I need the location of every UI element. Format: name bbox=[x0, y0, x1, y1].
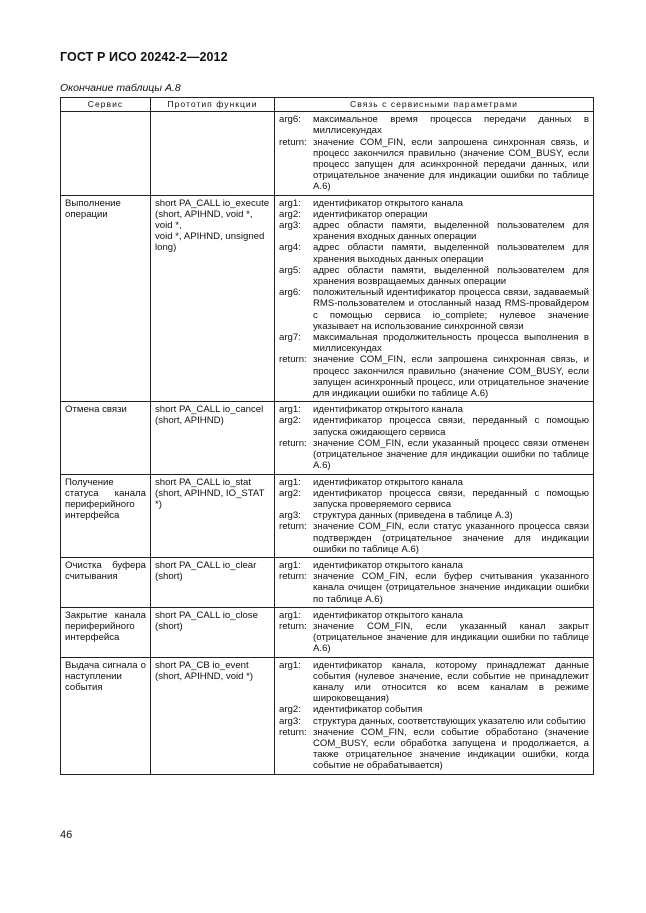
param-description: идентификатор открытого канала bbox=[313, 609, 463, 621]
param-key: arg5: bbox=[279, 264, 301, 276]
service-params-cell bbox=[275, 112, 594, 195]
prototype-line: long) bbox=[155, 242, 177, 254]
param-entry bbox=[279, 438, 589, 472]
prototype-line: short PA_CALL io_clear bbox=[155, 559, 257, 571]
param-entry bbox=[279, 477, 589, 488]
param-key: return: bbox=[279, 620, 307, 632]
param-entry bbox=[279, 610, 589, 621]
param-key: return: bbox=[279, 521, 307, 533]
prototype-line: short PA_CB io_event bbox=[155, 659, 249, 671]
param-entry bbox=[279, 209, 589, 220]
table-body bbox=[61, 112, 594, 774]
param-entry bbox=[279, 265, 589, 287]
function-prototype-cell bbox=[151, 402, 275, 474]
function-prototype-cell bbox=[151, 657, 275, 774]
service-params-cell bbox=[275, 402, 594, 474]
param-key: arg7: bbox=[279, 332, 301, 344]
function-prototype-cell bbox=[151, 557, 275, 607]
param-key: return: bbox=[279, 726, 307, 738]
param-entry bbox=[279, 521, 589, 555]
param-entry bbox=[279, 415, 589, 437]
table-row bbox=[61, 657, 594, 774]
table-row bbox=[61, 402, 594, 474]
param-entry bbox=[279, 727, 589, 772]
prototype-line: (short, APIHND, void *) bbox=[155, 670, 254, 682]
param-description: значение COM_FIN, если указанный канал закрыт (отрицательное значение для индикации ошибки по таблице А.6) bbox=[313, 620, 589, 655]
param-description: идентификатор открытого канала bbox=[313, 476, 463, 488]
param-key: arg3: bbox=[279, 220, 301, 232]
prototype-line: (short) bbox=[155, 571, 183, 583]
param-description: идентификатор события bbox=[313, 704, 423, 716]
param-description: максимальная продолжительность процесса выполнения в миллисекундах bbox=[313, 332, 589, 355]
param-entry bbox=[279, 571, 589, 605]
param-description: идентификатор канала, которому принадлежат данные события (нулевое значение, если событие не принадлежит каналу или относится ко всем каналам в режиме широковещания) bbox=[313, 659, 589, 705]
table-header-row bbox=[61, 98, 594, 112]
param-key: return: bbox=[279, 354, 307, 366]
param-description: адрес области памяти, выделенной пользователем для хранения входных данных операции bbox=[313, 220, 589, 243]
param-description: адрес области памяти, выделенной пользователем для хранения выходных данных операции bbox=[313, 242, 589, 265]
param-entry bbox=[279, 560, 589, 571]
param-key: arg3: bbox=[279, 510, 301, 522]
param-description: максимальное время процесса передачи данных в миллисекундах bbox=[313, 114, 589, 137]
param-description: положительный идентификатор процесса связи, задаваемый RMS-пользователем и отосланный назад RMS-провайдером с помощью сервиса io_complete; нулевое значение указывает на использование синхронной связи bbox=[313, 287, 589, 332]
document-header: ГОСТ Р ИСО 20242-2—2012 bbox=[60, 50, 228, 64]
param-description: идентификатор процесса связи, переданный с помощью запуска проверяемого сервиса bbox=[313, 487, 589, 510]
service-name-cell: Получение статуса канала периферийного интерфейса bbox=[61, 474, 151, 557]
param-key: arg6: bbox=[279, 114, 301, 126]
column-header-params: Связь с сервисными параметрами bbox=[275, 98, 594, 112]
function-prototype-cell bbox=[151, 195, 275, 402]
param-entry bbox=[279, 114, 589, 136]
prototype-line: (short, APIHND, void *, bbox=[155, 208, 253, 220]
param-description: идентификатор открытого канала bbox=[313, 197, 463, 209]
param-entry bbox=[279, 287, 589, 332]
service-params-cell bbox=[275, 474, 594, 557]
column-header-service: Сервис bbox=[61, 98, 151, 112]
param-description: структура данных, соответствующих указателю или событию bbox=[313, 715, 586, 727]
function-prototype-cell bbox=[151, 607, 275, 657]
param-description: значение COM_FIN, если запрошена синхронная связь, и процесс закончился правильно (значение COM_BUSY, если запущен асинхронный процесс, или отрицательное значение для индикации ошибки по таблице А.6) bbox=[313, 354, 589, 400]
table-row bbox=[61, 112, 594, 195]
param-description: значение COM_FIN, если статус указанного процесса связи подтвержден (отрицательное значение для индикации ошибки по таблице А.6) bbox=[313, 521, 589, 555]
service-name-cell: Отмена связи bbox=[61, 402, 151, 474]
prototype-line: short PA_CALL io_stat bbox=[155, 476, 251, 488]
param-description: идентификатор операции bbox=[313, 208, 428, 220]
prototype-line: short PA_CALL io_execute bbox=[155, 197, 270, 209]
table-caption: Окончание таблицы А.8 bbox=[60, 82, 181, 94]
prototype-line: void *, bbox=[155, 220, 182, 232]
param-entry bbox=[279, 198, 589, 209]
param-description: значение COM_FIN, если буфер считывания указанного канала очищен (отрицательное значение индикации ошибки по таблице А.6) bbox=[313, 571, 589, 605]
prototype-line: short PA_CALL io_close bbox=[155, 609, 258, 621]
param-key: arg2: bbox=[279, 208, 301, 220]
table-row bbox=[61, 474, 594, 557]
param-entry bbox=[279, 332, 589, 354]
param-key: arg1: bbox=[279, 559, 301, 571]
param-key: arg1: bbox=[279, 404, 301, 416]
param-entry bbox=[279, 488, 589, 510]
param-key: arg2: bbox=[279, 704, 301, 716]
param-entry bbox=[279, 354, 589, 399]
service-name-cell bbox=[61, 112, 151, 195]
service-params-cell bbox=[275, 607, 594, 657]
param-description: значение COM_FIN, если запрошена синхронная связь, и процесс закончился правильно (значение COM_BUSY, если процесс запущен для асинхронной передачи данных, или отрицательное значение для индикации ошибки по таблице А.6) bbox=[313, 136, 589, 193]
table-row bbox=[61, 195, 594, 402]
param-entry bbox=[279, 660, 589, 705]
param-entry bbox=[279, 704, 589, 715]
service-name-cell: Очистка буфера считывания bbox=[61, 557, 151, 607]
param-key: arg2: bbox=[279, 487, 301, 499]
param-description: идентификатор процесса связи, переданный с помощью запуска ожидающего сервиса bbox=[313, 415, 589, 438]
function-prototype-cell bbox=[151, 474, 275, 557]
service-name-cell: Выполнение операции bbox=[61, 195, 151, 402]
param-key: arg1: bbox=[279, 197, 301, 209]
service-params-cell bbox=[275, 195, 594, 402]
param-key: return: bbox=[279, 437, 307, 449]
table-row bbox=[61, 607, 594, 657]
param-key: arg6: bbox=[279, 287, 301, 299]
param-key: arg1: bbox=[279, 476, 301, 488]
param-key: return: bbox=[279, 136, 307, 148]
column-header-prototype: Прототип функции bbox=[151, 98, 275, 112]
param-key: arg1: bbox=[279, 609, 301, 621]
param-description: идентификатор открытого канала bbox=[313, 404, 463, 416]
param-description: идентификатор открытого канала bbox=[313, 559, 463, 571]
service-params-cell bbox=[275, 557, 594, 607]
param-key: arg3: bbox=[279, 715, 301, 727]
table-row bbox=[61, 557, 594, 607]
services-table bbox=[60, 97, 594, 775]
param-entry bbox=[279, 510, 589, 521]
param-entry bbox=[279, 404, 589, 415]
param-description: структура данных (приведена в таблице А.3) bbox=[313, 510, 513, 522]
param-key: arg2: bbox=[279, 415, 301, 427]
param-key: arg1: bbox=[279, 659, 301, 671]
param-entry bbox=[279, 621, 589, 655]
prototype-line: (short, APIHND) bbox=[155, 415, 224, 427]
prototype-line: (short, APIHND, IO_STAT *) bbox=[155, 487, 265, 510]
page-number: 46 bbox=[60, 829, 73, 841]
param-description: адрес области памяти, выделенной пользователем для хранения возвращаемых данных операции bbox=[313, 264, 589, 288]
prototype-line: (short) bbox=[155, 620, 183, 632]
prototype-line: short PA_CALL io_cancel bbox=[155, 404, 264, 416]
param-description: значение COM_FIN, если указанный процесс связи отменен (отрицательное значение для индикации ошибки по таблице А.6) bbox=[313, 437, 589, 472]
service-name-cell: Закрытие канала периферийного интерфейса bbox=[61, 607, 151, 657]
service-params-cell bbox=[275, 657, 594, 774]
param-key: arg4: bbox=[279, 242, 301, 254]
param-entry bbox=[279, 716, 589, 727]
param-key: return: bbox=[279, 571, 307, 583]
param-entry bbox=[279, 220, 589, 242]
prototype-line: void *, APIHND, unsigned bbox=[155, 231, 265, 243]
function-prototype-cell bbox=[151, 112, 275, 195]
param-entry bbox=[279, 137, 589, 193]
param-description: значение COM_FIN, если событие обработано (значение COM_BUSY, если обработка запущена и продолжается, а также отрицательное значение индикации ошибки, когда событие не обрабатывается) bbox=[313, 726, 589, 772]
service-name-cell: Выдача сигнала о наступлении события bbox=[61, 657, 151, 774]
param-entry bbox=[279, 242, 589, 264]
